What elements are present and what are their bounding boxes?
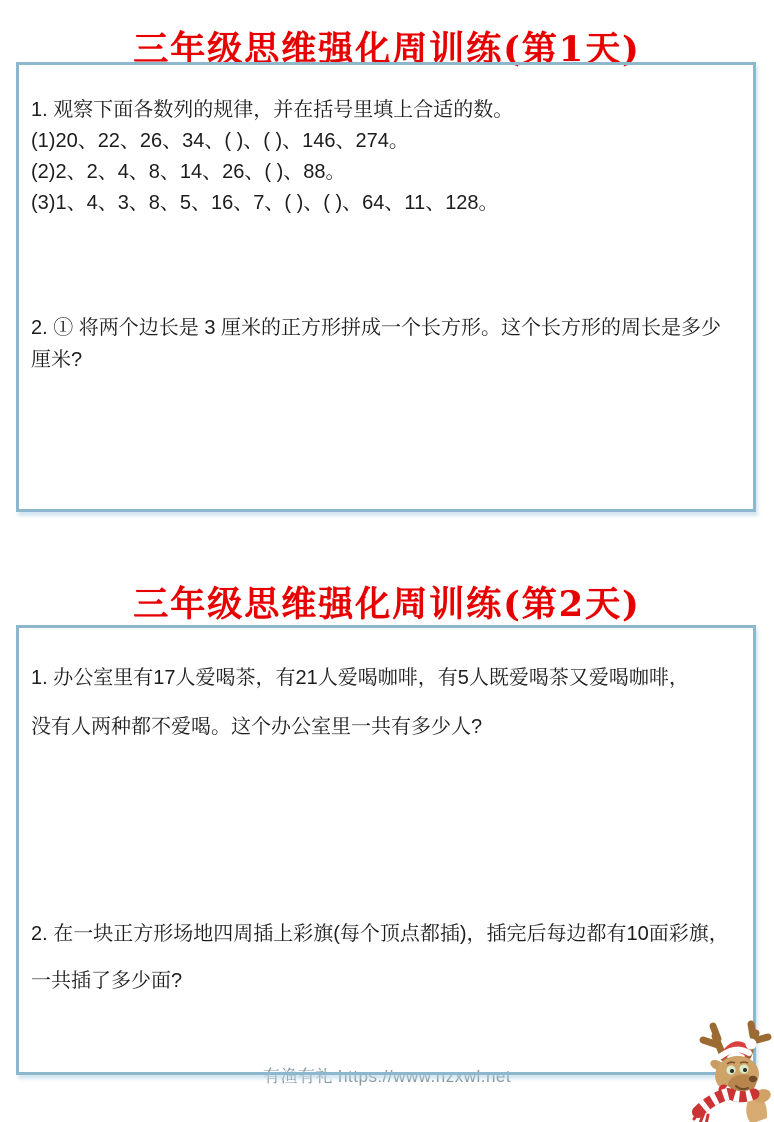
problem-line: (3)1、4、3、8、5、16、7、( )、( )、64、11、128。 — [31, 192, 499, 214]
reindeer-antlers — [703, 1024, 768, 1058]
day2-title: 三年级思维强化周训练(第2天) — [133, 584, 641, 625]
day1-problem-2 — [31, 312, 747, 376]
day2-problem-2 — [31, 911, 747, 1005]
problem-line: 1. 观察下面各数列的规律，并在括号里填上合适的数。 — [31, 99, 514, 121]
striped-scarf — [694, 1090, 754, 1122]
problem-line: (2)2、2、4、8、14、26、( )、88。 — [31, 161, 346, 183]
problem-line: 1. 办公室里有17人爱喝茶，有21人爱喝咖啡，有5人既爱喝茶又爱喝咖啡， — [31, 667, 689, 689]
problem-line: 2. 在一块正方形场地四周插上彩旗(每个顶点都插)，插完后每边都有10面彩旗， — [31, 923, 729, 945]
problem-line: 2. ① 将两个边长是 3 厘米的正方形拼成一个长方形。这个长方形的周长是多少 — [31, 317, 722, 339]
problem-line: (1)20、22、26、34、( )、( )、146、274。 — [31, 130, 409, 152]
day1-problem-1 — [31, 95, 747, 219]
day2-problems-box — [16, 625, 756, 1075]
christmas-reindeer-icon — [690, 1020, 774, 1122]
problem-line: 厘米? — [31, 349, 83, 371]
day1-title: 三年级思维强化周训练(第1天) — [133, 29, 641, 70]
problem-line: 一共插了多少面? — [31, 970, 183, 992]
day1-problems-box — [16, 62, 756, 512]
problem-line: 没有人两种都不爱喝。这个办公室里一共有多少人? — [31, 716, 483, 738]
day2-problem-1 — [31, 654, 747, 752]
footer-watermark: 有渔有礼 https://www.nzxwl.net — [262, 1067, 512, 1086]
